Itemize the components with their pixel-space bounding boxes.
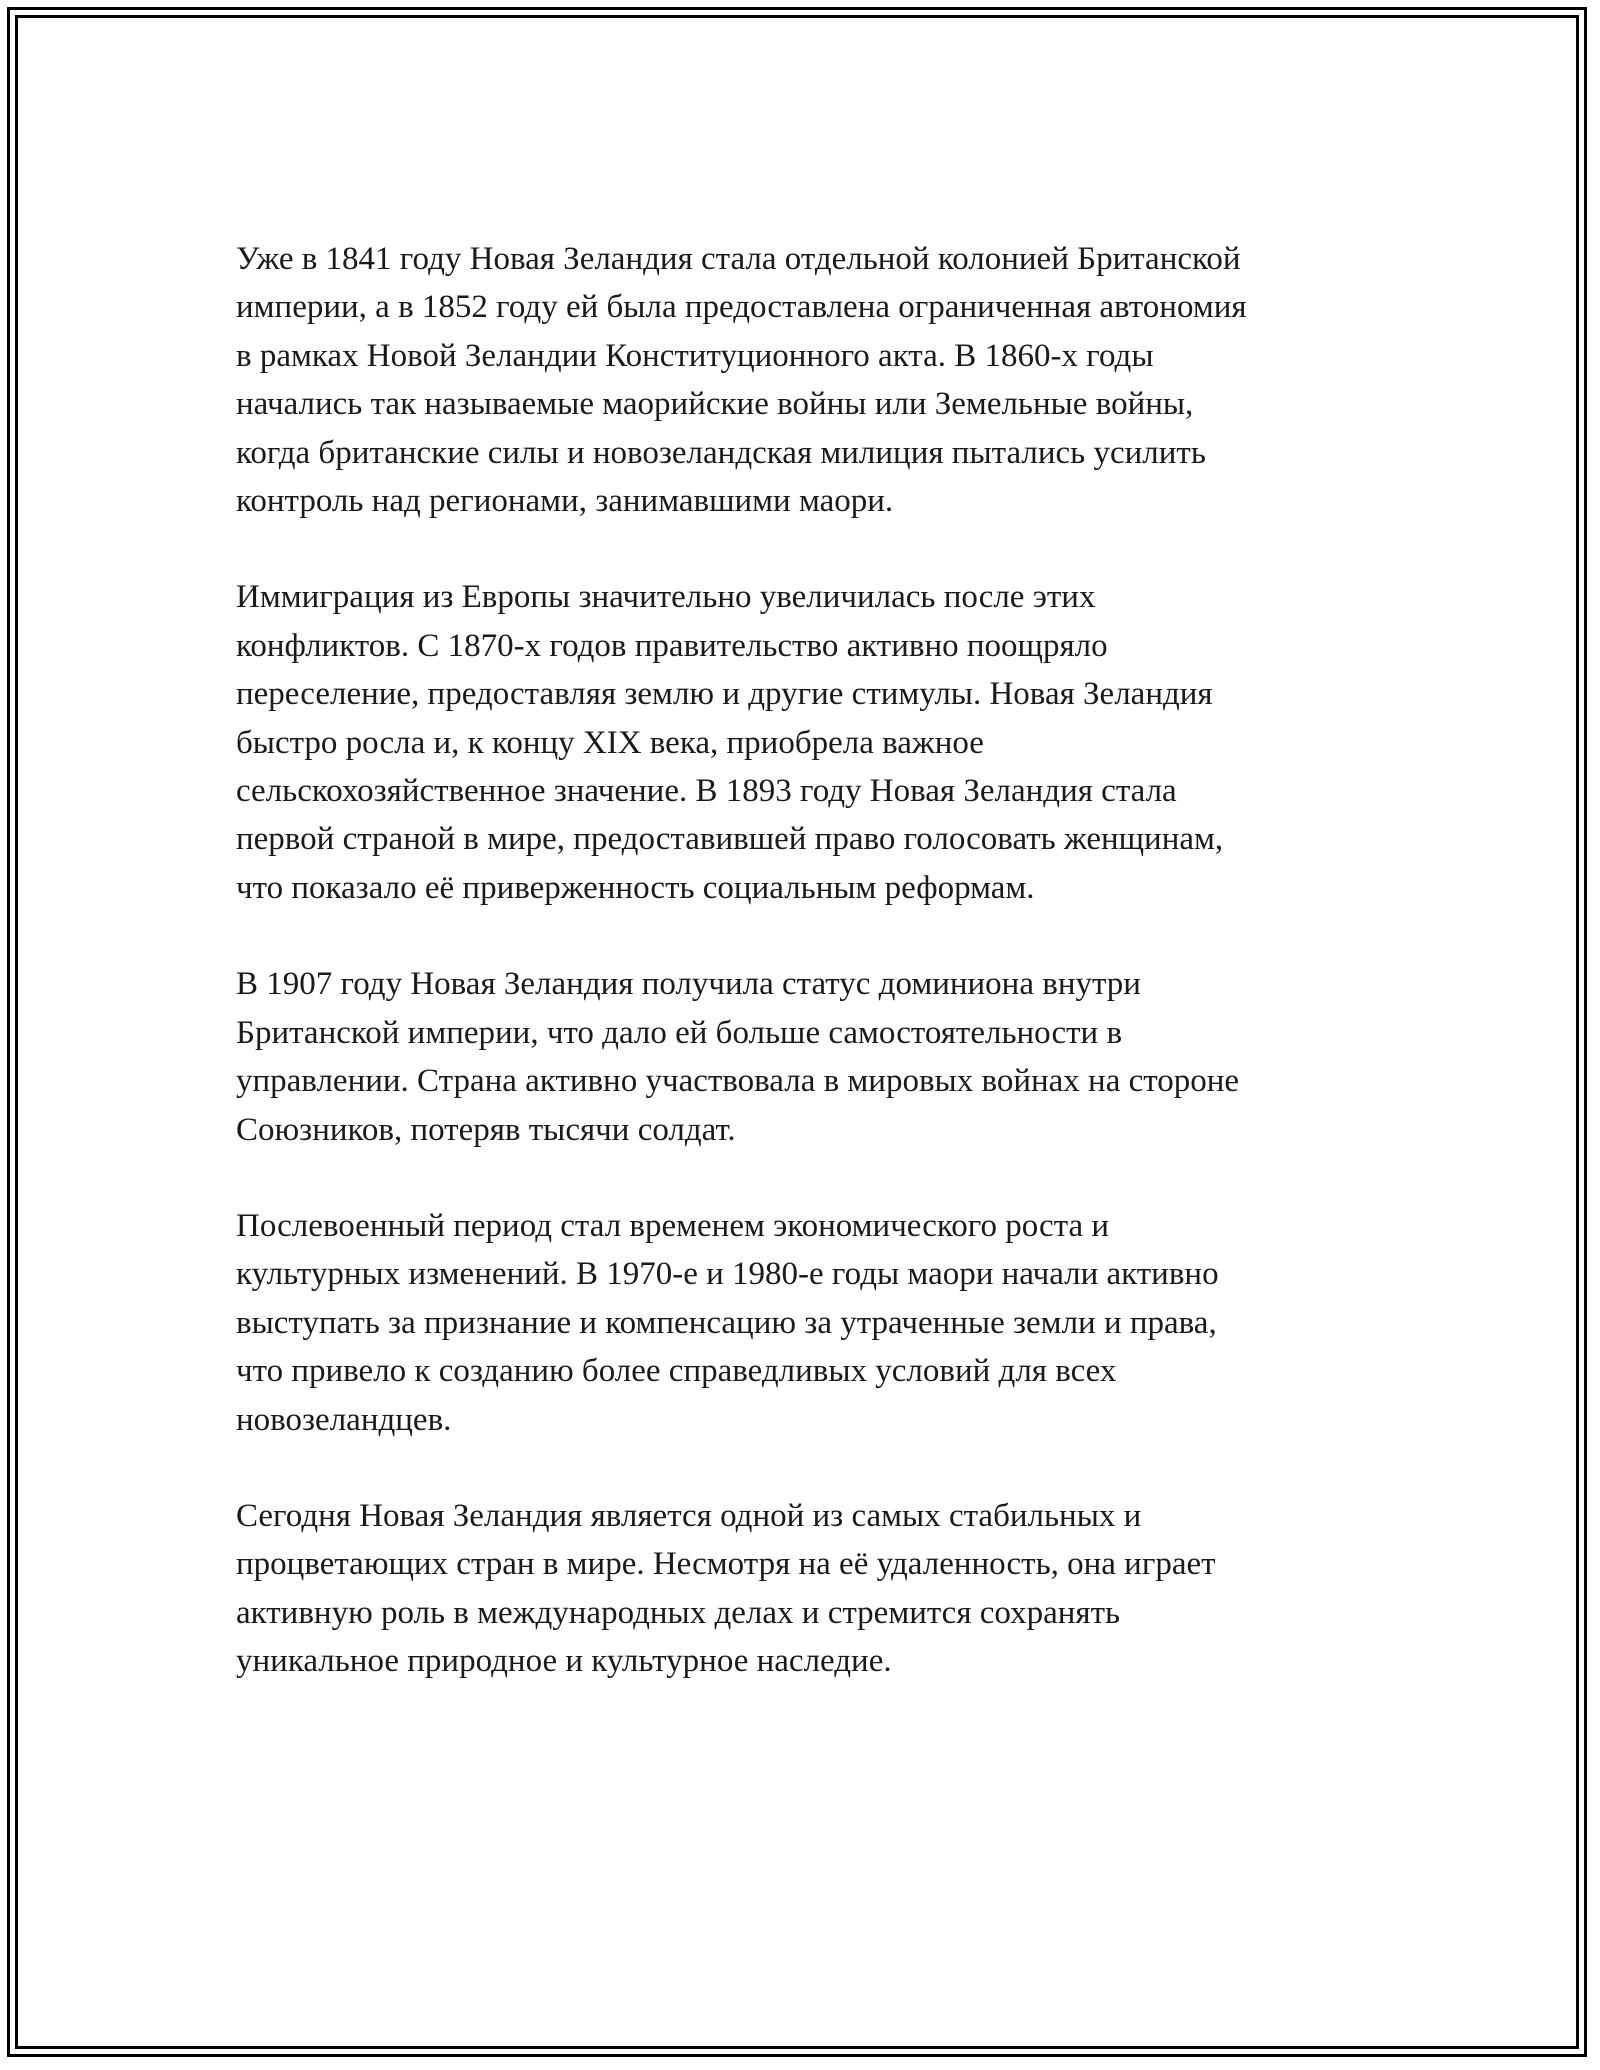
paragraph-line: что привело к созданию более справедливых условий для всех	[236, 1353, 1117, 1390]
paragraph-line: Уже в 1841 году Новая Зеландия стала отдельной колонией Британской	[236, 241, 1241, 277]
paragraph-line: переселение, предоставляя землю и другие стимулы. Новая Зеландия	[236, 676, 1213, 713]
paragraph-line: в рамках Новой Зеландии Конституционного акта. В 1860-х годы	[236, 337, 1154, 374]
paragraph-line: сельскохозяйственное значение. В 1893 году Новая Зеландия стала	[236, 773, 1177, 810]
paragraph-line: Послевоенный период стал временем экономического роста и	[236, 1207, 1110, 1244]
paragraph-line: первой страной в мире, предоставившей право голосовать женщинам,	[236, 821, 1224, 858]
paragraph-4	[236, 1202, 1371, 1444]
paragraph-line: процветающих стран в мире. Несмотря на её удаленность, она играет	[236, 1546, 1216, 1583]
paragraph-line: новозеландцев.	[236, 1401, 452, 1438]
paragraph-line: империи, а в 1852 году ей была предоставлена ограниченная автономия	[236, 289, 1247, 326]
paragraph-line: когда британские силы и новозеландская милиция пытались усилить	[236, 434, 1206, 471]
paragraph-2	[236, 573, 1371, 912]
paragraph-line: Союзников, потеряв тысячи солдат.	[236, 1111, 736, 1148]
paragraph-line: уникальное природное и культурное наследие.	[236, 1643, 892, 1680]
paragraph-line: начались так называемые маорийские войны или Земельные войны,	[236, 386, 1194, 423]
paragraph-1	[236, 235, 1371, 525]
paragraph-line: что показало её приверженность социальным реформам.	[236, 869, 1035, 906]
paragraph-line: конфликтов. С 1870-х годов правительство активно поощряло	[236, 627, 1108, 664]
paragraph-line: управлении. Страна активно участвовала в мировых войнах на стороне	[236, 1063, 1240, 1100]
paragraph-line: быстро росла и, к концу XIX века, приобрела важное	[236, 724, 984, 761]
paragraph-5	[236, 1492, 1371, 1686]
paragraph-line: Иммиграция из Европы значительно увеличилась после этих	[236, 579, 1096, 616]
paragraph-line: контроль над регионами, занимавшими маори.	[236, 483, 894, 520]
paragraph-line: В 1907 году Новая Зеландия получила статус доминиона внутри	[236, 966, 1141, 1003]
paragraph-line: Британской империи, что дало ей больше самостоятельности в	[236, 1014, 1123, 1051]
paragraph-line: культурных изменений. В 1970-е и 1980-е годы маори начали активно	[236, 1256, 1219, 1293]
paragraph-line: Сегодня Новая Зеландия является одной из самых стабильных и	[236, 1497, 1142, 1534]
paragraph-line: выступать за признание и компенсацию за утраченные земли и права,	[236, 1304, 1217, 1341]
document-body	[236, 235, 1371, 1734]
paragraph-3	[236, 960, 1371, 1154]
paragraph-line: активную роль в международных делах и стремится сохранять	[236, 1594, 1121, 1631]
